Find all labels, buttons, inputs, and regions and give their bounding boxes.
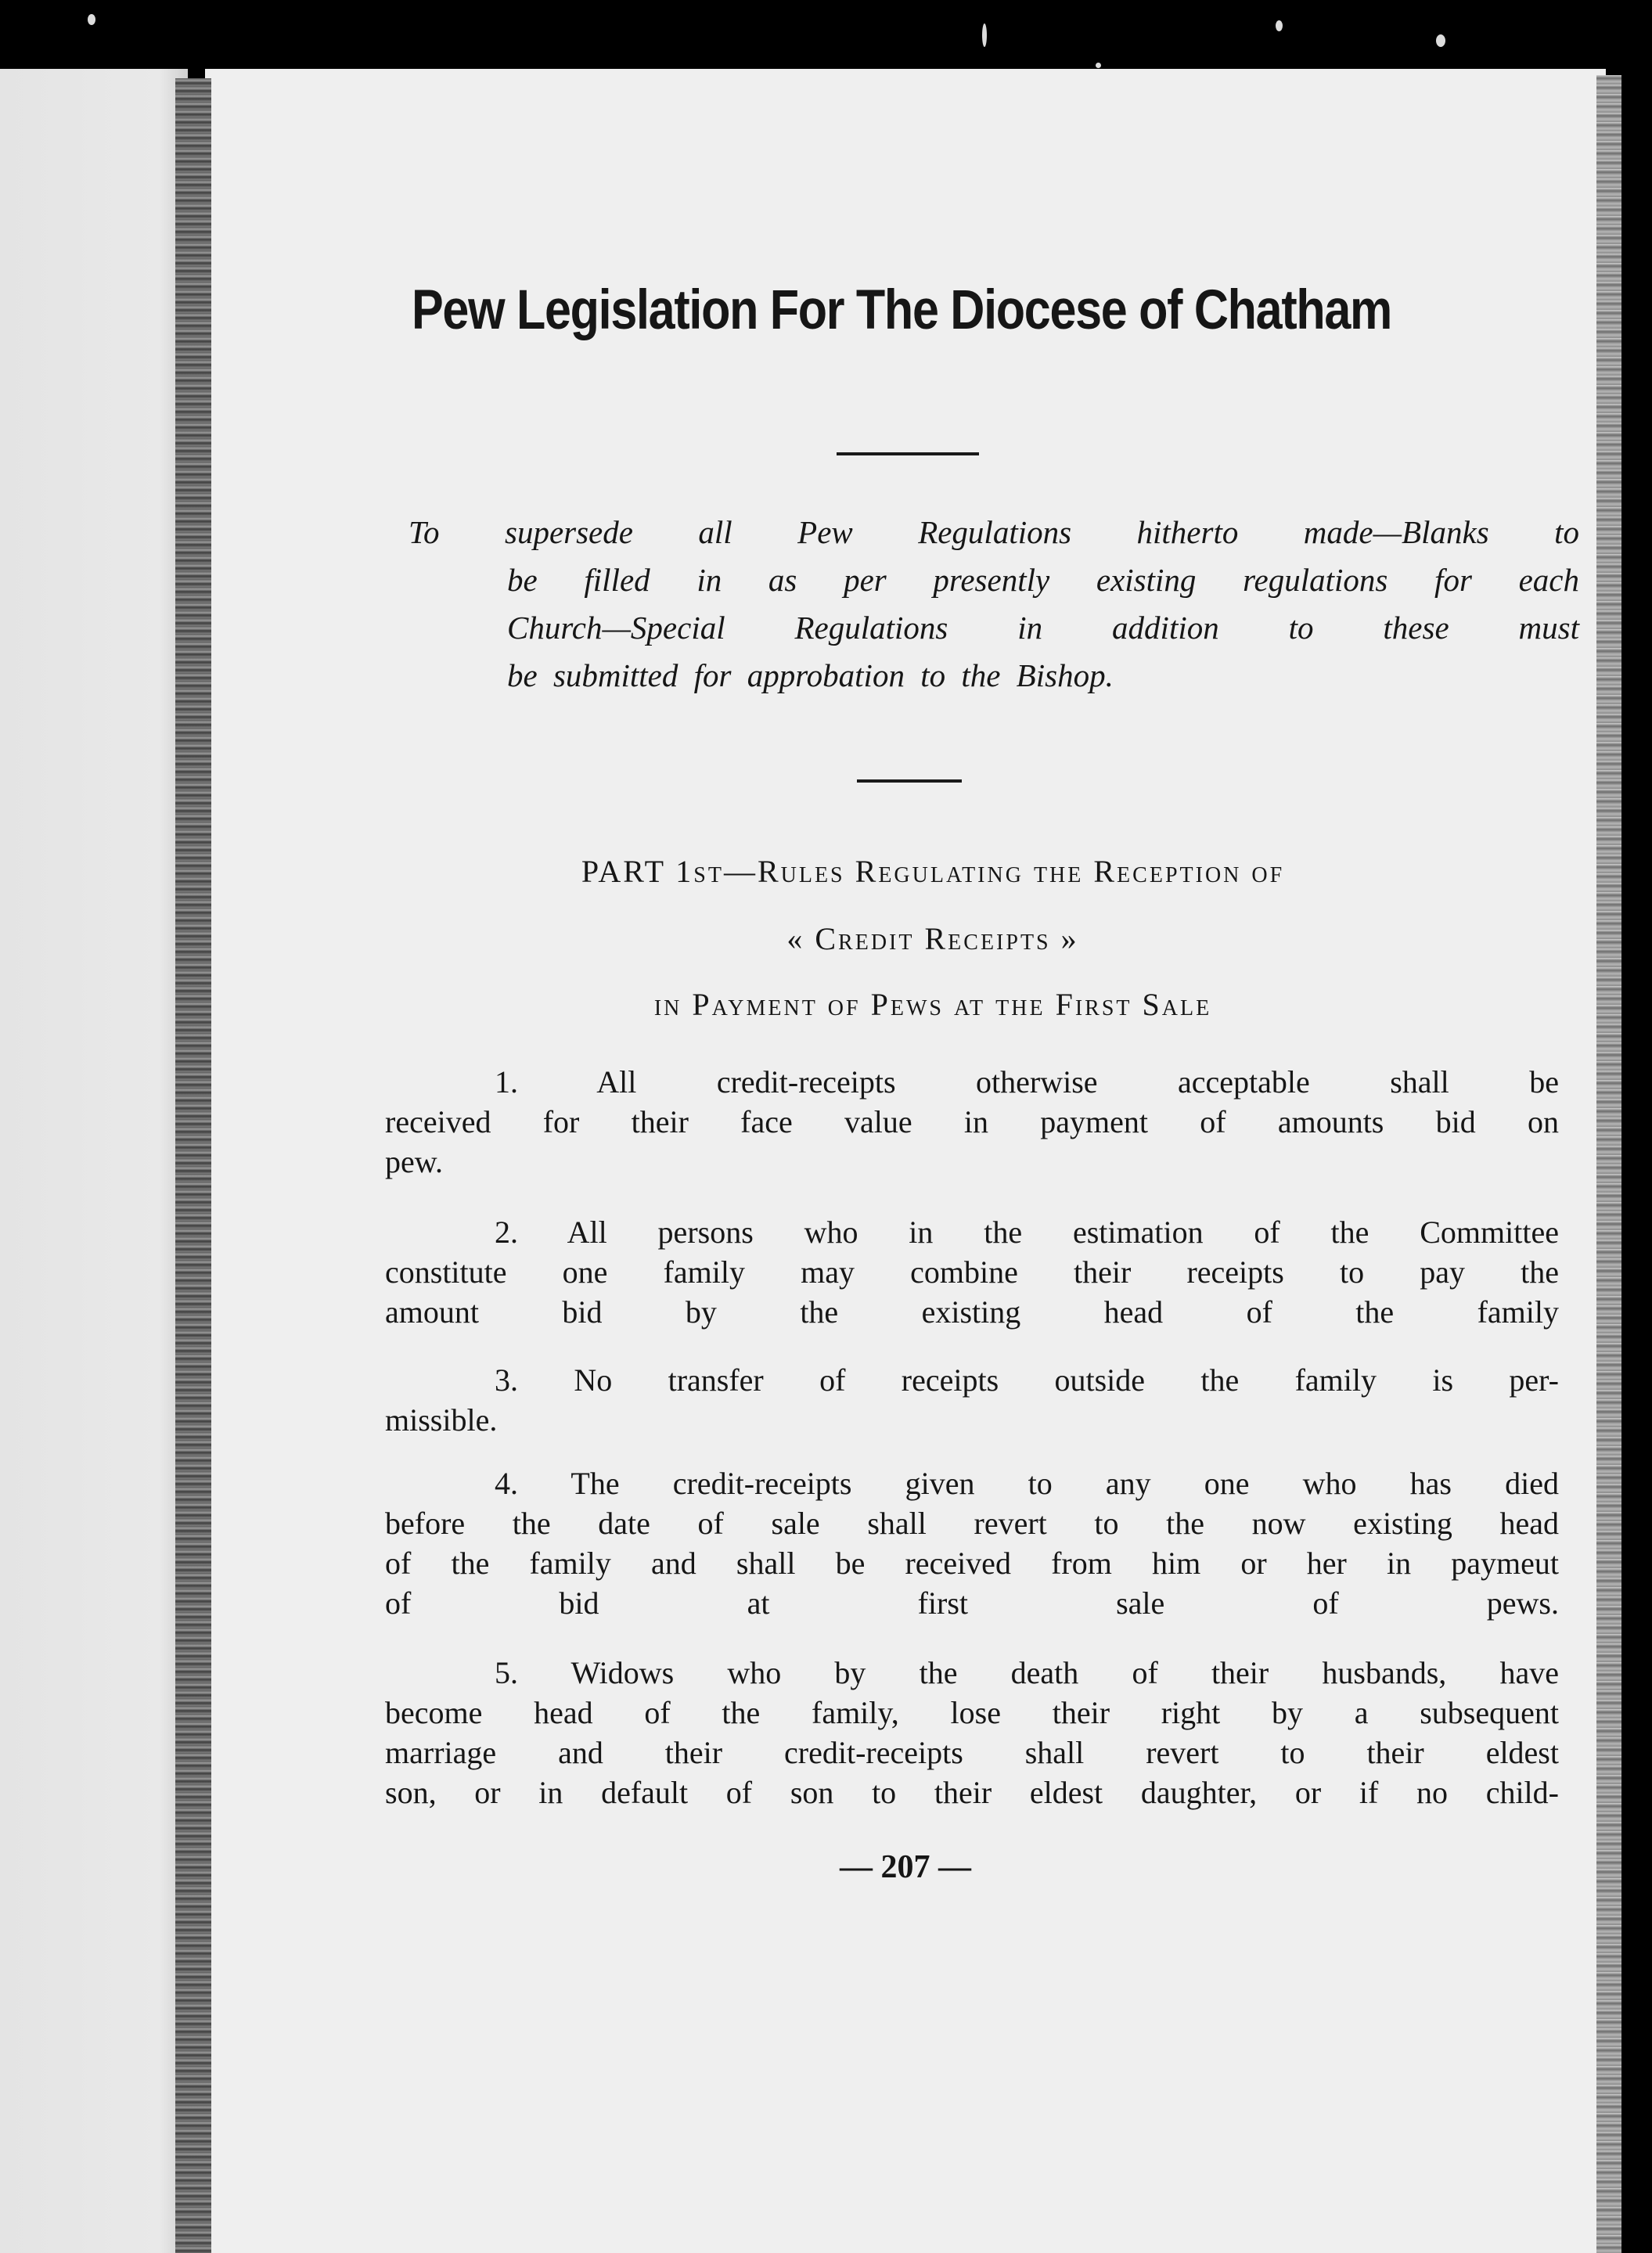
part-heading-line-2: « Credit Receipts » xyxy=(786,921,1079,956)
paragraph-line: 4. The credit-receipts given to any one who has died xyxy=(495,1466,1559,1501)
paragraph-line: marriage and their credit-receipts shall revert to their eldest xyxy=(385,1735,1559,1770)
intro-line: To supersede all Pew Regulations hitherto made—Blanks to xyxy=(409,514,1579,550)
section-divider xyxy=(857,779,962,783)
scan-speck xyxy=(982,23,987,47)
scan-speck xyxy=(1096,63,1101,68)
title-divider xyxy=(837,452,979,455)
rule-paragraph-1 xyxy=(385,1062,1559,1182)
document-title: Pew Legislation For The Diocese of Chatham xyxy=(412,279,1392,341)
rule-paragraph-2 xyxy=(385,1212,1559,1332)
rule-paragraph-3 xyxy=(385,1360,1559,1440)
intro-line: be filled in as per presently existing regulations for each xyxy=(507,562,1579,598)
paragraph-line: become head of the family, lose their right by a subsequent xyxy=(385,1695,1559,1730)
paragraph-line: 1. All credit-receipts otherwise acceptable shall be xyxy=(495,1064,1559,1100)
rule-paragraph-5 xyxy=(385,1653,1559,1812)
paragraph-line: pew. xyxy=(385,1144,444,1179)
paragraph-line: of bid at first sale of pews. xyxy=(385,1585,1559,1621)
paragraph-line: constitute one family may combine their receipts to pay the xyxy=(385,1254,1559,1290)
paragraph-line: 2. All persons who in the estimation of the Committee xyxy=(495,1215,1559,1250)
paragraph-line: missible. xyxy=(385,1402,498,1438)
page-content xyxy=(205,0,1606,2253)
intro-line: be submitted for approbation to the Bishop. xyxy=(507,657,1114,693)
scan-speck xyxy=(88,14,95,25)
part-heading-line-3: in Payment of Pews at the First Sale xyxy=(653,987,1212,1022)
part-heading-line-1: PART 1st—Rules Regulating the Reception of xyxy=(581,854,1285,889)
scan-speck xyxy=(1436,34,1445,47)
rule-paragraph-4 xyxy=(385,1463,1559,1623)
paragraph-line: before the date of sale shall revert to the now existing head xyxy=(385,1506,1559,1541)
scan-speck xyxy=(1276,20,1283,31)
paragraph-line: of the family and shall be received from him or her in paymeut xyxy=(385,1546,1559,1581)
paragraph-line: amount bid by the existing head of the family xyxy=(385,1294,1559,1330)
page-number: — 207 — xyxy=(840,1849,971,1885)
paragraph-line: son, or in default of son to their eldest daughter, or if no child- xyxy=(385,1775,1559,1810)
paragraph-line: 5. Widows who by the death of their husbands, have xyxy=(495,1655,1559,1690)
intro-note xyxy=(409,509,1579,700)
facing-page-edge xyxy=(0,69,188,2253)
paragraph-line: 3. No transfer of receipts outside the family is per- xyxy=(495,1362,1559,1398)
paragraph-line: received for their face value in payment of amounts bid on xyxy=(385,1104,1559,1139)
intro-line: Church—Special Regulations in addition to these must xyxy=(507,610,1579,646)
